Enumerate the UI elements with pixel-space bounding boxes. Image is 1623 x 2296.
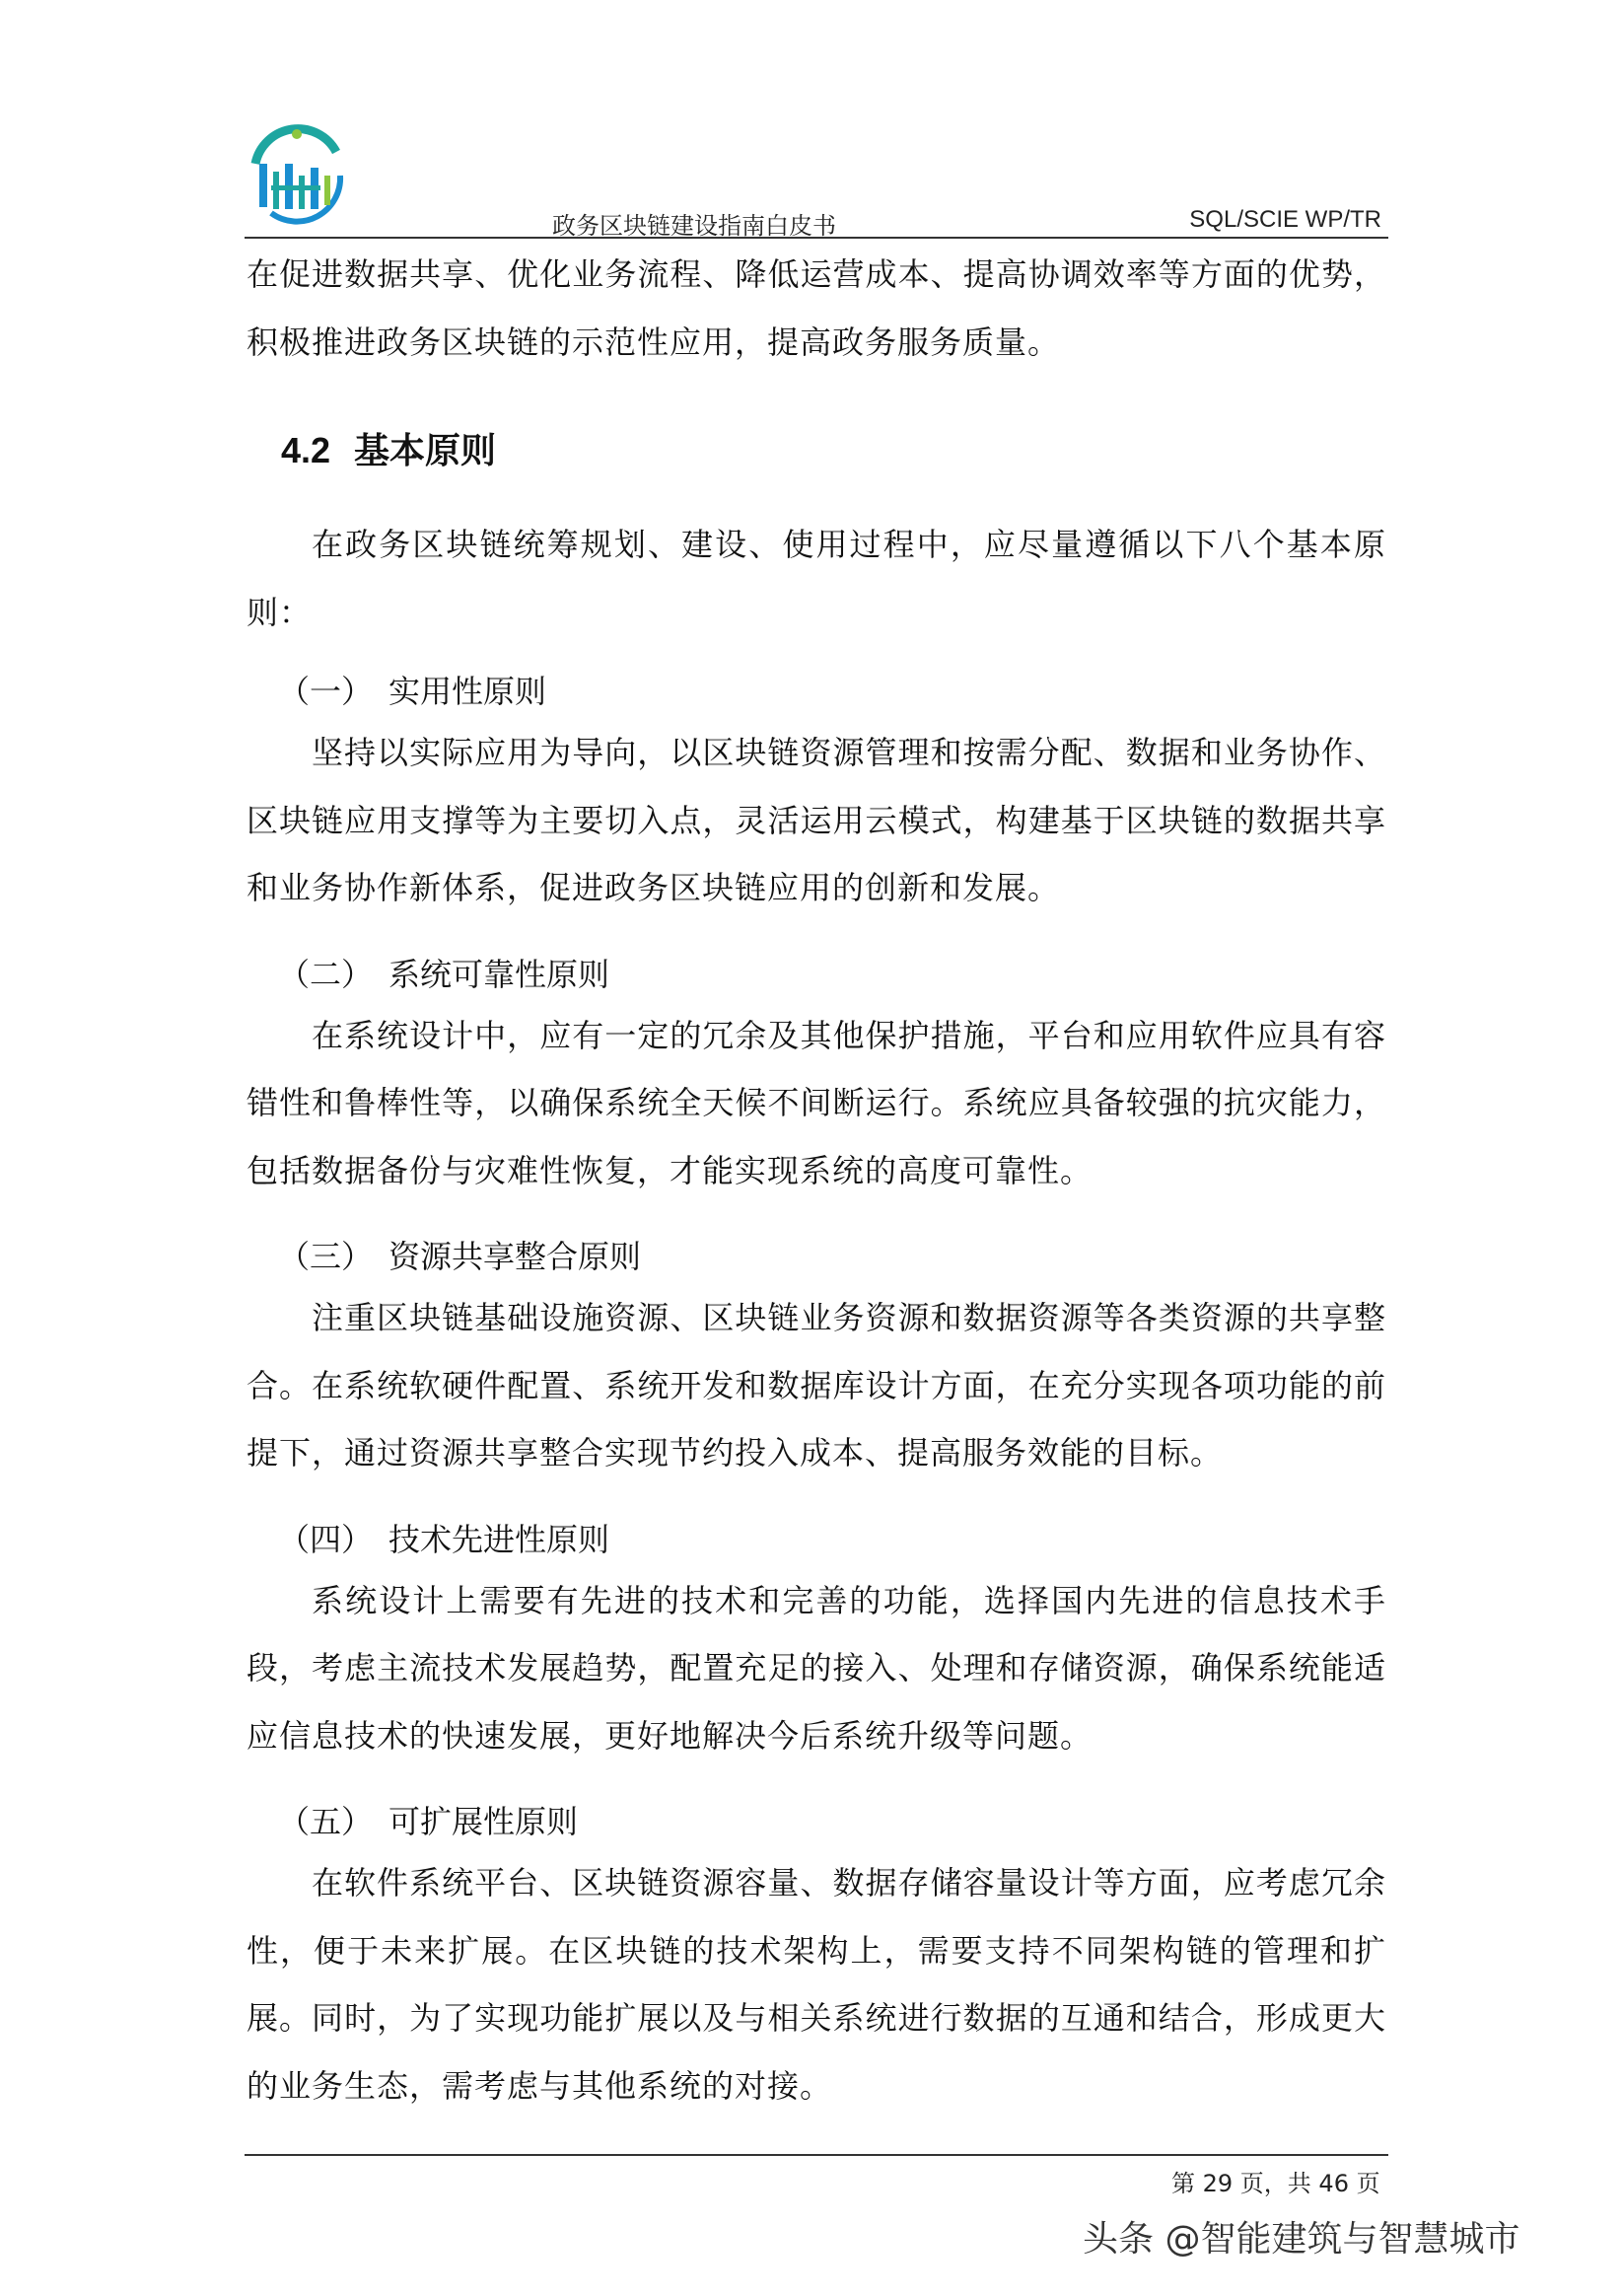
principle-text: 坚持以实际应用为导向，以区块链资源管理和按需分配、数据和业务协作、区块链应用支撑等为主要切入点，灵活运用云模式，构建基于区块链的数据共享和业务协作新体系，促进政务区块链应用的创新和发展。 — [247, 734, 1386, 906]
principle-heading — [247, 1232, 1386, 1277]
footer-divider — [245, 2154, 1388, 2156]
principle-heading — [247, 1515, 1386, 1560]
principle-title: 可扩展性原则 — [388, 1803, 579, 1840]
principle-title: 技术先进性原则 — [388, 1520, 610, 1558]
principle-title: 系统可靠性原则 — [388, 955, 610, 993]
principle-number: （一） — [278, 673, 374, 710]
intro-continuation: 在促进数据共享、优化业务流程、降低运营成本、提高协调效率等方面的优势，积极推进政务区块链的示范性应用，提高政务服务质量。 — [247, 255, 1386, 361]
principle-heading — [247, 1797, 1386, 1842]
document-code: SQL/SCIE WP/TR — [1189, 206, 1381, 233]
section-number: 4.2 — [281, 430, 331, 470]
principle-text: 在系统设计中，应有一定的冗余及其他保护措施，平台和应用软件应具有容错性和鲁棒性等，以确保系统全天候不间断运行。系统应具备较强的抗灾能力，包括数据备份与灾难性恢复，才能实现系统的高度可靠性。 — [247, 1016, 1386, 1189]
organization-logo — [242, 116, 352, 227]
principle-text: 注重区块链基础设施资源、区块链业务资源和数据资源等各类资源的共享整合。在系统软硬件配置、系统开发和数据库设计方面，在充分实现各项功能的前提下，通过资源共享整合实现节约投入成本、提高服务效能的目标。 — [247, 1299, 1386, 1471]
section-lead: 在政务区块链统筹规划、建设、使用过程中，应尽量遵循以下八个基本原则： — [247, 526, 1386, 631]
principle-text: 在软件系统平台、区块链资源容量、数据存储容量设计等方面，应考虑冗余性，便于未来扩展。在区块链的技术架构上，需要支持不同架构链的管理和扩展。同时，为了实现功能扩展以及与相关系统进行数据的互通和结合，形成更大的业务生态，需考虑与其他系统的对接。 — [247, 1864, 1386, 2105]
page-body — [247, 241, 1386, 2119]
principle-heading — [247, 667, 1386, 712]
principle-title: 资源共享整合原则 — [388, 1238, 642, 1275]
principle-number: （三） — [278, 1238, 374, 1275]
section-heading — [247, 423, 1386, 473]
header-divider — [245, 237, 1388, 239]
principle-title: 实用性原则 — [388, 673, 547, 710]
principle-text: 系统设计上需要有先进的技术和完善的功能，选择国内先进的信息技术手段，考虑主流技术发展趋势，配置充足的接入、处理和存储资源，确保系统能适应信息技术的快速发展，更好地解决今后系统升级等问题。 — [247, 1581, 1386, 1755]
source-watermark: 头条 @智能建筑与智慧城市 — [1083, 2219, 1520, 2260]
principle-number: （二） — [278, 955, 374, 993]
section-title: 基本原则 — [354, 431, 497, 471]
principle-heading — [247, 950, 1386, 995]
page-number: 第 29 页，共 46 页 — [1171, 2170, 1380, 2197]
principle-number: （五） — [278, 1803, 374, 1840]
header-title: 政务区块链建设指南白皮书 — [552, 212, 836, 240]
principle-number: （四） — [278, 1520, 374, 1558]
